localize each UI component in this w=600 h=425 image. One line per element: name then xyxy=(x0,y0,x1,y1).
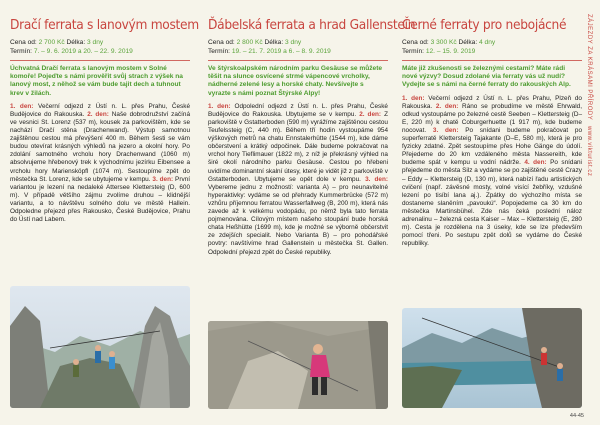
sidebar-vertical xyxy=(586,14,598,177)
article-dragon-ferrata xyxy=(10,17,199,413)
divider xyxy=(402,60,582,61)
article-meta: Cena od: 3 300 Kč Délka: 4 dny Termín: 12. – 15. 9. 2019 xyxy=(402,39,496,55)
divider xyxy=(10,60,190,61)
article-body: 1. den: Večerní odjezd z Ústí n. L. přes Prahu, Plzeň do Rakouska. 2. den: Ráno se probudíme ve městě Ehrwald, odkud vystoupáme po železné cestě Seeben – Klettersteig (D–E, 220 m) k chatě Coburgerhuette (1 917 m), kde budeme nocovat. 3. den: Po snídani budeme pokračovat po superferratě Klettersteig Tajakante (D–E, 580 m), která je pro fyzicky zdatné. Zpět sestoupíme přes Hohe Gänge do údolí. Přejedeme do 20 km vzdáleného města Nassereith, kde budeme spát v kempu u vodní nádrže. 4. den: Po snídani přejedeme do města Silz a vydáme se po zajištěné cestě Crazy – Eddy – Klettersteig (D, 130 m), která nabízí řadu artistických cvičení (např. závěsné mosty, volné visící žebříky, vzdušné lezení po tisíbí lana aj.). Zpátky do výchozího místa se dostaneme slaněním „pavoukú“. Popojedeme ca 30 km do městečka Martinsbühel. Zde nás čeká poslední náloz adrenalinu – železná cesta Kaiser – Max – Klettersteig (E, 280 m). Cesta je rozdělena na 3 úseky, kde se lze především pomocí třeni. Po sestupu zpět dolů se vydáme do České republiky. xyxy=(402,94,582,248)
length-value: 3 dny xyxy=(285,39,302,46)
sidebar-title: ZÁJEZDY ZA KRÁSAMI PŘÍRODY xyxy=(586,14,592,121)
sidebar-url: www.vikturist.cz xyxy=(586,126,592,177)
photo-lake-climbers xyxy=(402,308,582,408)
length-value: 4 dny xyxy=(479,39,496,46)
photo-climbers-ridge xyxy=(10,286,190,408)
term-value: 12. – 15. 9. 2019 xyxy=(425,48,476,55)
divider xyxy=(208,60,388,61)
article-title: Dračí ferrata s lanovým mostem xyxy=(10,17,199,33)
article-intro: Máte již zkušenosti se železnými cestami? Máte rádi nové výzvy? Dosud zdolané via ferraty vás už nudí? Vydejte se s námi na černé ferraty do rakouských Alp. xyxy=(402,65,571,89)
article-meta: Cena od: 2 700 Kč Délka: 3 dny Termín: 7. – 9. 6. 2019 a 20. – 22. 9. 2019 xyxy=(10,39,133,55)
article-title: Ďábelská ferrata a hrad Gallenstein xyxy=(208,17,416,33)
length-value: 3 dny xyxy=(87,39,104,46)
photo-woman-on-ferrata xyxy=(208,321,388,409)
article-devil-ferrata xyxy=(208,17,416,413)
price-value: 3 300 Kč xyxy=(430,39,457,46)
article-meta: Cena od: 2 800 Kč Délka: 3 dny Termín: 19. – 21. 7. 2019 a 6. – 8. 9. 2019 xyxy=(208,39,331,55)
article-intro: Úchvatná Dračí ferrata s lanovým mostem v Solné komoře! Pojeďte s námi prověřit svůj strach z výšek na lanový most, z něhož se vám bude tajit dech a tuhnout krev v žilách. xyxy=(10,65,183,97)
article-intro: Ve štýrskoalpském národním parku Gesäuse se můžete těšit na slunce osvícené strmé vápencové vrcholky, nádherné zelené lesy a horské chaty. Nevšívejte s vyrazte s námi poznat Štýrské Alpy! xyxy=(208,65,383,97)
price-value: 2 800 Kč xyxy=(236,39,263,46)
term-value: 19. – 21. 7. 2019 a 6. – 8. 9. 2019 xyxy=(231,48,331,55)
article-body: 1. den: Odpolední odjezd z Ústí n. L. přes Prahu, České Budějovice do Rakouska. Ubytujeme se v kempu. 2. den: Z parkoviště v Gstatterboden (590 m) vyrážíme zajištěnou cestou Teufelssteig (C, 440 m). Během tří hodin vystoupáme 954 výškových metrů na chatu Ennstalerhütte (1544 m), kde dáme občerstvení a krátký odpočinek. Dále budeme pokračovat na vrchol hory Tieflimauer (1822 m), z níž je překrásný výhled na širé okolí národního parku Gesäuse. Cestou po hřebeni uvidíme dominantní skalní útesy, které je vidět již z parkoviště v Gstatterboden. Ubytujeme se opět dole v kempu. 3. den: Vybereme jednu z možností: varianta A) – pro neunavitelné hyperaktivky: vydáme se od přehrady Kummerbrücke (572 m) vzhůru příjemnou ferratou Wasserfallweg (B, 200 m), která nás zavede až k velkému vodopádu, po němž byla tato ferrata pojmenována. Cílovým místem našeho stoupání bude horská chata Heßhütte (1699 m), kde je možné se výborně občerstvit ze zdejších specialit. Nebo Varianta B) – pro pohodářské povtry: navštívíme hrad Gallenstein u městečka St. Gallen. Odpolední přejezd zpět do České republiky. xyxy=(208,102,388,256)
article-body: 1. den: Večerní odjezd z Ústí n. L. přes Prahu, České Budějovice do Rakouska. 2. den: Naše dobrodružství začíná ve vesnici St. Lorenz (537 m), kousek za parkovištěm, kde se nachází Dračí stěna (Drachenwand). Výstup samotnou zajištěnou cestou má převýšení 400 m. Během šesti se vám budou otevírat krásných výhledů na jezero a okolní hory. Po zdolání samotného vrcholu hory Drachenwand (1060 m) absolvujeme hřebenový trek k východnímu jezírku Eibensee a vrcholu hory Mariensköpfl (1074 m). Sestoupíme zpět do městečka St. Lorenz, kde se ubytujeme v kempu. 3. den: První variantou je lezení na nedaleké Attersee Klettersteig (D, 600 m). V případě většího zájmu zvolíme druhou – klidnější variantu, a to návštěvu solného dolu ve městě Hallein. Odpoledne přejezd přes Rakousko, České Budějovice, Prahu do Ústí nad Labem. xyxy=(10,102,190,224)
price-value: 2 700 Kč xyxy=(38,39,65,46)
page-number: 44-45 xyxy=(569,413,584,419)
term-value: 7. – 9. 6. 2019 a 20. – 22. 9. 2019 xyxy=(33,48,133,55)
article-black-ferrata xyxy=(402,18,582,413)
article-title: Černé ferraty pro nebojácné xyxy=(402,17,567,33)
